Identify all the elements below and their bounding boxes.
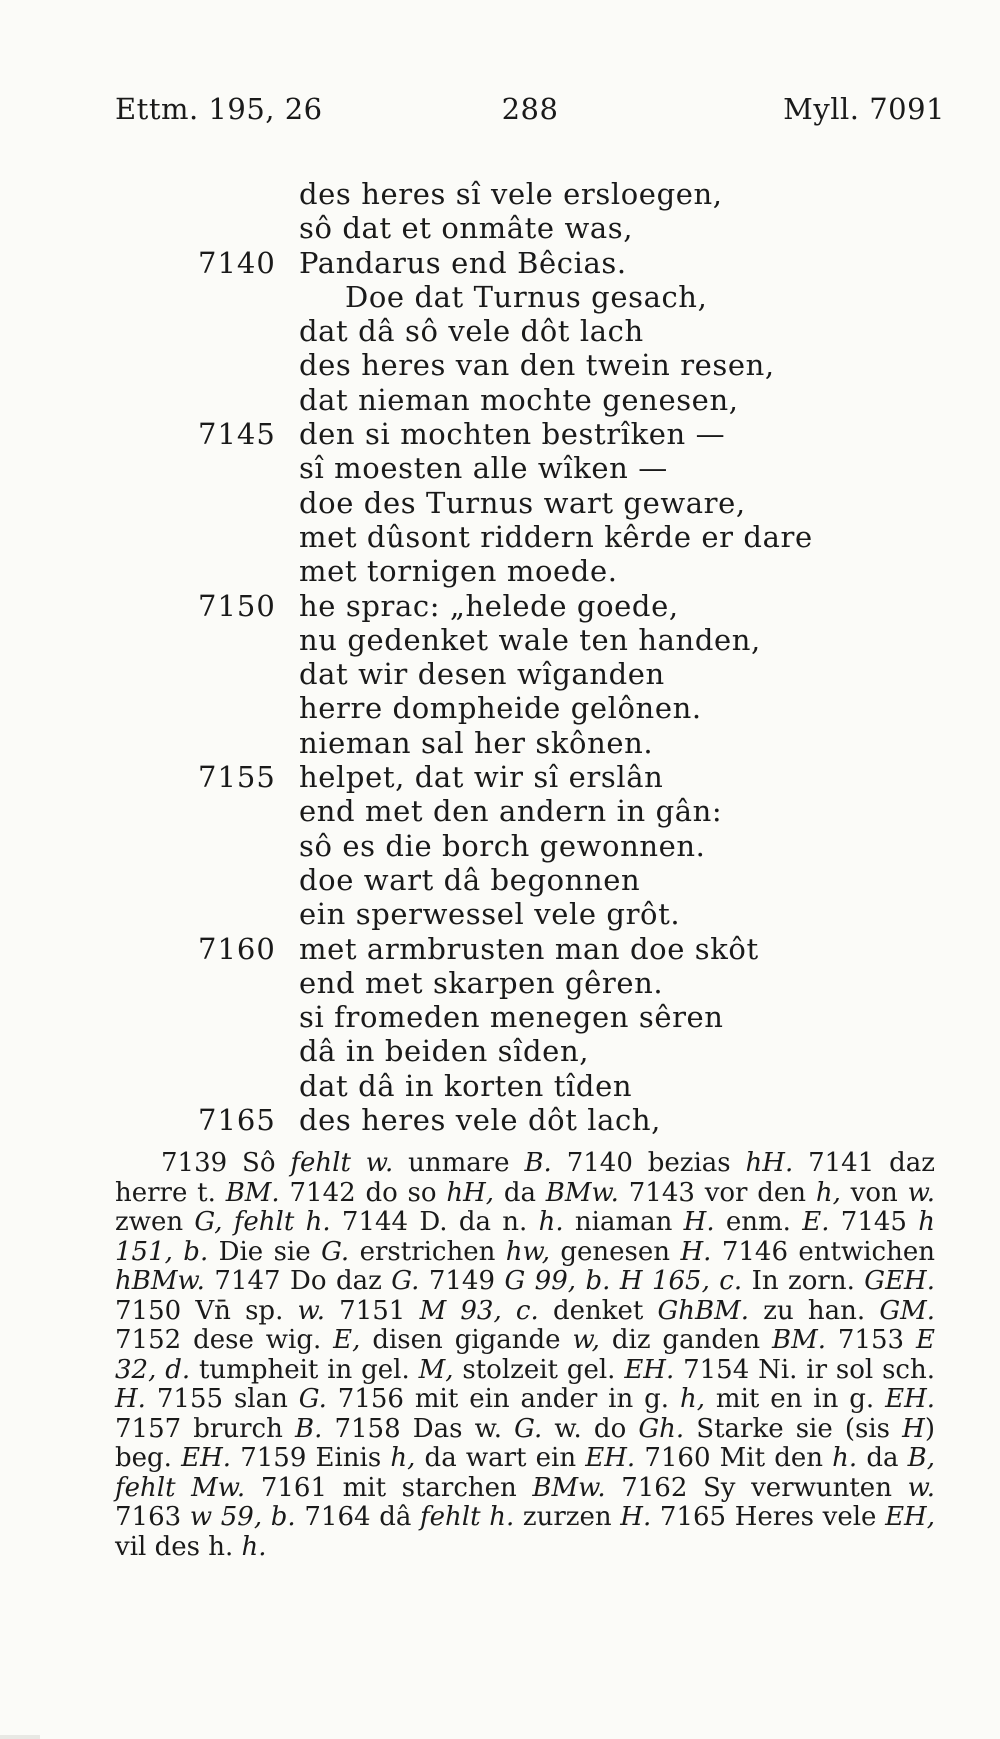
siglum-italic: BM.: [772, 1325, 827, 1355]
verse-line: [0, 760, 1000, 794]
siglum-italic: BMw.: [532, 1472, 606, 1503]
siglum-italic: M 93, c.: [419, 1295, 539, 1326]
page-header: [115, 92, 945, 132]
siglum-italic: H.: [680, 1236, 712, 1267]
note-text: ) beg.: [115, 1413, 935, 1473]
verse-text: dat dâ sô vele dôt lach: [299, 314, 644, 349]
siglum-italic: G,: [194, 1207, 223, 1237]
siglum-italic: G.: [391, 1266, 420, 1296]
siglum-italic: w 59, b.: [189, 1502, 296, 1532]
siglum-italic: GM.: [879, 1295, 936, 1326]
note-text: da: [857, 1443, 908, 1473]
verse-text: si fromeden menegen sêren: [299, 1000, 724, 1035]
verse-line: [0, 177, 1000, 211]
note-text: [223, 1207, 234, 1237]
siglum-italic: EH.: [181, 1443, 232, 1473]
note-text: da: [494, 1177, 546, 1208]
siglum-italic: GhBM.: [657, 1295, 750, 1326]
siglum-italic: fehlt w.: [290, 1148, 394, 1178]
siglum-italic: hBMw.: [115, 1266, 205, 1296]
verse-text: dat nieman mochte genesen,: [299, 382, 739, 417]
siglum-italic: B.: [524, 1148, 552, 1178]
note-text: 7158 Das w.: [322, 1413, 515, 1444]
siglum-italic: G.: [321, 1236, 350, 1267]
note-text: genesen: [549, 1236, 681, 1267]
note-text: vil des h.: [115, 1531, 242, 1562]
note-text: 7140 bezias: [551, 1148, 746, 1178]
siglum-italic: H.: [620, 1502, 652, 1532]
verse-line: [0, 1103, 1000, 1137]
note-text: 7139 Sô: [161, 1148, 291, 1178]
siglum-italic: fehlt h.: [233, 1207, 331, 1237]
siglum-italic: H: [902, 1413, 925, 1444]
verse-text: Pandarus end Bêcias.: [299, 245, 627, 280]
verse-text: met tornigen moede.: [299, 554, 618, 589]
verse-text: sô dat et onmâte was,: [299, 211, 634, 246]
verse-line: [0, 1000, 1000, 1034]
verse-number: 7145: [198, 417, 276, 452]
page-number: 288: [501, 92, 559, 126]
note-text: disen gigande: [360, 1325, 573, 1355]
siglum-italic: w,: [572, 1325, 600, 1355]
siglum-italic: G 99, b. H 165, c.: [504, 1266, 743, 1296]
note-text: von: [840, 1177, 908, 1208]
siglum-italic: Gh.: [638, 1413, 685, 1444]
verse-text: dâ in beiden sîden,: [299, 1034, 590, 1069]
note-text: 7153: [826, 1325, 917, 1355]
note-text: 7149: [419, 1266, 505, 1296]
siglum-italic: E.: [802, 1207, 830, 1237]
verse-line: [0, 314, 1000, 348]
siglum-italic: h.: [241, 1531, 267, 1562]
note-text: 7160 Mit den: [635, 1443, 833, 1473]
verse-number: 7140: [198, 245, 276, 280]
siglum-italic: h.: [538, 1207, 564, 1237]
siglum-italic: G.: [298, 1384, 327, 1414]
verse-line: [0, 211, 1000, 245]
note-text: zwen: [115, 1207, 195, 1237]
note-text: 7147 Do daz: [204, 1266, 392, 1296]
verse-line: [0, 417, 1000, 451]
siglum-italic: BMw.: [545, 1177, 619, 1208]
siglum-italic: h,: [815, 1177, 841, 1208]
siglum-italic: hH,: [446, 1177, 495, 1208]
verse-text: herre dompheide gelônen.: [299, 691, 702, 726]
verse-line: [0, 932, 1000, 966]
verse-line: [0, 520, 1000, 554]
verse-line: [0, 280, 1000, 314]
header-left-reference: Ettm. 195, 26: [115, 92, 323, 126]
note-text: diz ganden: [599, 1325, 773, 1355]
siglum-italic: M,: [418, 1354, 454, 1385]
verse-number: 7160: [198, 931, 276, 966]
critical-apparatus: [115, 1149, 935, 1562]
verse-text: Doe dat Turnus gesach,: [345, 279, 708, 314]
note-text: da wart ein: [415, 1443, 586, 1473]
verse-line: [0, 589, 1000, 623]
header-right-reference: Myll. 7091: [783, 92, 945, 126]
siglum-italic: H.: [115, 1384, 146, 1414]
note-text: 7151: [324, 1295, 420, 1326]
siglum-italic: w.: [297, 1295, 325, 1326]
siglum-italic: EH.: [624, 1354, 675, 1385]
verse-line: [0, 966, 1000, 1000]
verse-line: [0, 554, 1000, 588]
siglum-italic: B.: [294, 1413, 323, 1444]
note-text: unmare: [393, 1148, 525, 1178]
siglum-italic: h,: [390, 1443, 416, 1473]
note-text: 7162 Sy verwunten: [605, 1472, 908, 1503]
siglum-italic: EH.: [585, 1443, 636, 1473]
note-text: In zorn.: [742, 1266, 865, 1296]
siglum-italic: EH.: [885, 1384, 936, 1414]
verse-text: met armbrusten man doe skôt: [299, 931, 759, 966]
note-text: zurzen: [514, 1502, 621, 1532]
verse-number: 7155: [198, 760, 276, 795]
note-text: Starke sie (sis: [684, 1413, 903, 1444]
siglum-italic: h,: [679, 1384, 705, 1414]
verse-text: dat wir desen wîganden: [299, 657, 665, 692]
verse-line: [0, 486, 1000, 520]
verse-line: [0, 246, 1000, 280]
verse-text: nu gedenket wale ten handen,: [299, 622, 761, 657]
note-text: 7152 dese wig.: [115, 1325, 334, 1355]
verse-text: met dûsont riddern kêrde er dare: [299, 519, 813, 554]
verse-text: des heres vele dôt lach,: [299, 1103, 661, 1138]
note-text: 7159 Einis: [231, 1443, 391, 1473]
note-text: 7150 Vn̄ sp.: [115, 1295, 298, 1326]
siglum-italic: fehlt Mw.: [115, 1472, 246, 1503]
note-text: 7161 mit starchen: [245, 1472, 533, 1503]
siglum-italic: G.: [514, 1413, 543, 1444]
note-text: 7165 Heres vele: [651, 1502, 886, 1532]
verse-text: den si mochten bestrîken —: [299, 417, 726, 452]
note-text: 7146 entwichen: [711, 1236, 935, 1267]
note-text: 7164 dâ: [295, 1502, 421, 1532]
verse-line: [0, 794, 1000, 828]
siglum-italic: GEH.: [864, 1266, 935, 1296]
verse-line: [0, 726, 1000, 760]
verse-number: 7165: [198, 1103, 276, 1138]
verse-text: end met skarpen gêren.: [299, 965, 664, 1000]
note-text: 7141 daz herre t.: [115, 1148, 935, 1208]
siglum-italic: h 151, b.: [115, 1207, 935, 1267]
verse-text: helpet, dat wir sî erslân: [299, 760, 664, 795]
verse-text: dat dâ in korten tîden: [299, 1068, 633, 1103]
verse-text: end met den andern in gân:: [299, 794, 723, 829]
siglum-italic: w.: [907, 1472, 935, 1503]
verse-number: 7150: [198, 588, 276, 623]
verse-line: [0, 897, 1000, 931]
verse-text: sô es die borch gewonnen.: [299, 828, 706, 863]
note-text: denket: [538, 1295, 658, 1326]
verse-block: [0, 177, 1000, 1137]
verse-text: ein sperwessel vele grôt.: [299, 897, 681, 932]
page-edge-mark: [0, 1735, 40, 1739]
note-text: 7155 slan: [145, 1384, 299, 1414]
siglum-italic: h.: [832, 1443, 858, 1473]
verse-text: des heres van den twein resen,: [299, 348, 775, 383]
note-text: mit en in g.: [705, 1384, 886, 1414]
note-text: 7157 brurch: [115, 1413, 295, 1444]
note-text: zu han.: [749, 1295, 880, 1326]
siglum-italic: hH.: [745, 1148, 794, 1178]
note-text: 7143 vor den: [618, 1177, 816, 1208]
note-text: Die sie: [208, 1236, 322, 1267]
note-text: 7163: [115, 1502, 190, 1532]
siglum-italic: EH,: [885, 1502, 935, 1532]
verse-line: [0, 623, 1000, 657]
verse-line: [0, 829, 1000, 863]
verse-line: [0, 863, 1000, 897]
verse-line: [0, 691, 1000, 725]
verse-line: [0, 1069, 1000, 1103]
siglum-italic: B,: [907, 1443, 935, 1473]
note-text: 7154 Ni. ir sol sch.: [674, 1354, 935, 1385]
verse-text: he sprac: „helede goede,: [299, 588, 679, 623]
verse-text: des heres sî vele ersloegen,: [299, 177, 723, 211]
siglum-italic: fehlt h.: [420, 1502, 515, 1532]
verse-line: [0, 657, 1000, 691]
note-text: 7142 do so: [279, 1177, 447, 1208]
verse-text: doe wart dâ begonnen: [299, 862, 641, 897]
note-text: w. do: [542, 1413, 639, 1444]
siglum-italic: w.: [907, 1177, 935, 1208]
note-text: 7144 D. da n.: [330, 1207, 539, 1237]
verse-text: nieman sal her skônen.: [299, 725, 654, 760]
verse-line: [0, 1034, 1000, 1068]
siglum-italic: hw,: [505, 1236, 550, 1267]
verse-line: [0, 348, 1000, 382]
note-text: erstrichen: [349, 1236, 506, 1267]
note-text: tumpheit in gel.: [190, 1354, 419, 1385]
verse-text: sî moesten alle wîken —: [299, 451, 668, 486]
verse-line: [0, 451, 1000, 485]
note-text: stolzeit gel.: [453, 1354, 625, 1385]
siglum-italic: H.: [683, 1207, 715, 1237]
note-text: niaman: [563, 1207, 684, 1237]
note-text: 7156 mit ein ander in g.: [326, 1384, 680, 1414]
siglum-italic: E 32, d.: [115, 1325, 936, 1385]
note-text: enm.: [714, 1207, 803, 1237]
siglum-italic: BM.: [225, 1177, 280, 1208]
verse-line: [0, 383, 1000, 417]
siglum-italic: E,: [333, 1325, 361, 1355]
note-text: 7145: [829, 1207, 919, 1237]
verse-text: doe des Turnus wart geware,: [299, 485, 746, 520]
